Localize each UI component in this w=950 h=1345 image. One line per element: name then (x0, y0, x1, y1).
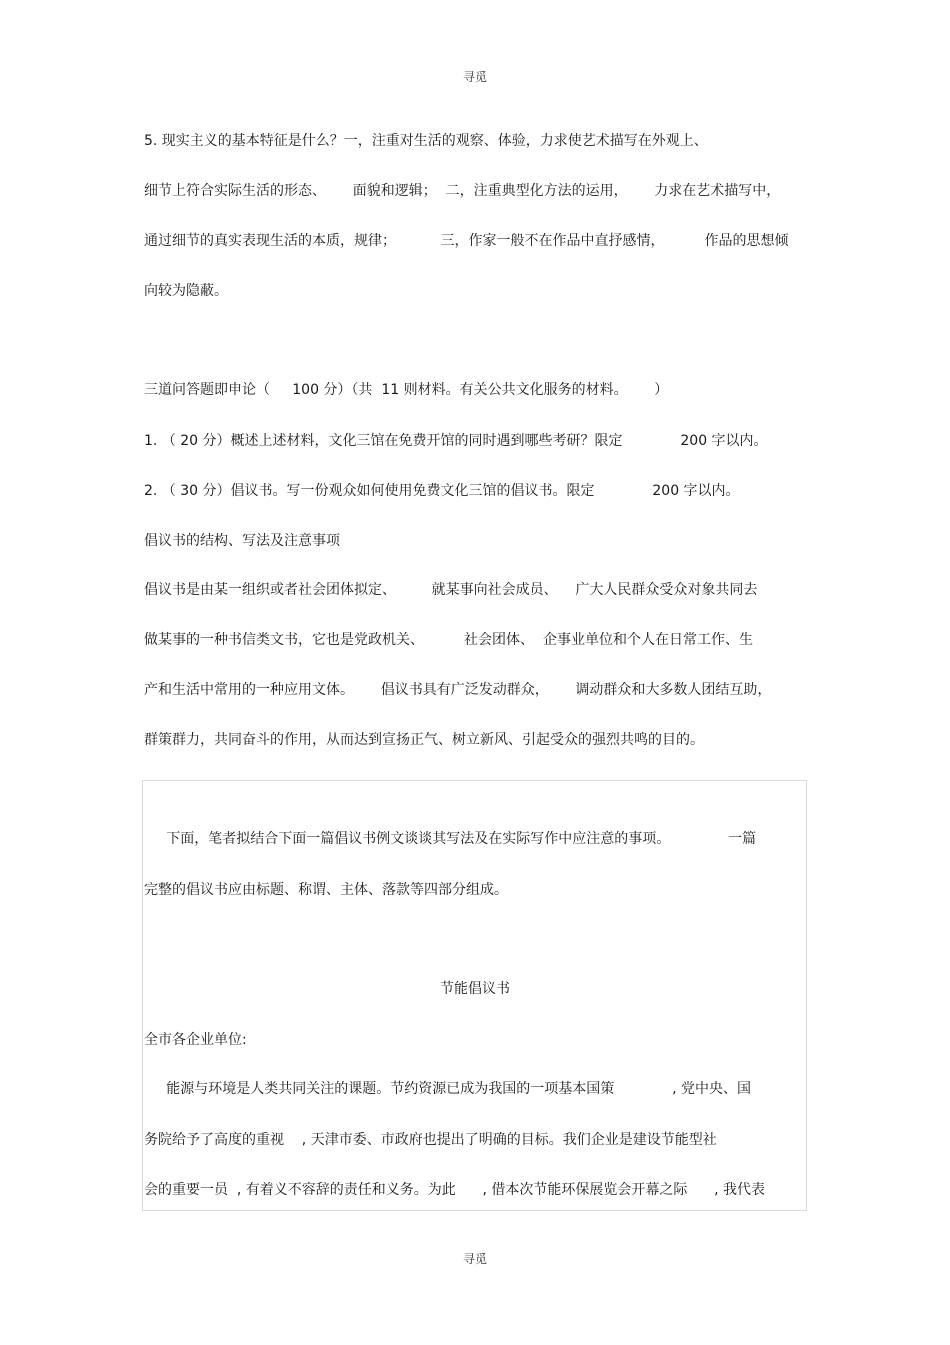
text-line: 完整的倡议书应由标题、称谓、主体、落款等四部分组成。 (144, 882, 508, 898)
question-2: 2. （ 30 分）倡议书。写一份观众如何使用免费文化三馆的倡议书。限定 200 字以内。 (144, 483, 740, 499)
text-line: 下面，笔者拟结合下面一篇倡议书例文谈谈其写法及在实际写作中应注意的事项。 一篇 (144, 831, 757, 847)
essay-intro: 三道问答题即申论（ 100 分）（共 11 则材料。有关公共文化服务的材料。 ） (144, 382, 669, 398)
example-title: 节能倡议书 (440, 981, 510, 997)
section-subtitle: 倡议书的结构、写法及注意事项 (144, 533, 340, 549)
text-line: 会的重要一员 , 有着义不容辞的责任和义务。为此 , 借本次节能环保展览会开幕之际 , 我代表 (144, 1182, 766, 1198)
text-line: 向较为隐蔽。 (144, 283, 228, 299)
text-line: 产和生活中常用的一种应用文体。 倡议书具有广泛发动群众， 调动群众和大多数人团结互助， (144, 682, 772, 698)
text-line: 做某事的一种书信类文书，它也是党政机关、 社会团体、 企事业单位和个人在日常工作、生 (144, 632, 753, 648)
page-header: 寻觅 (462, 70, 487, 84)
text-line: 群策群力，共同奋斗的作用，从而达到宣扬正气、树立新风、引起受众的强烈共鸣的目的。 (144, 732, 704, 748)
text-line: 能源与环境是人类共同关注的课题。节约资源已成为我国的一项基本国策 , 党中央、国 (144, 1081, 752, 1097)
salutation: 全市各企业单位: (144, 1032, 247, 1048)
text-line: 务院给予了高度的重视 , 天津市委、市政府也提出了明确的目标。我们企业是建设节能型社 (144, 1132, 717, 1148)
page-footer: 寻觅 (462, 1252, 487, 1266)
question-1: 1. （ 20 分）概述上述材料，文化三馆在免费开馆的同时遇到哪些考研？限定 200 字以内。 (144, 433, 768, 449)
text-line: 细节上符合实际生活的形态、 面貌和逻辑； 二，注重典型化方法的运用， 力求在艺术描写中， (144, 183, 781, 199)
text-line: 通过细节的真实表现生活的本质，规律； 三，作家一般不在作品中直抒感情， 作品的思想倾 (144, 233, 789, 249)
text-line: 5. 现实主义的基本特征是什么？一，注重对生活的观察、体验，力求使艺术描写在外观上、 (144, 133, 708, 149)
text-line: 倡议书是由某一组织或者社会团体拟定、 就某事向社会成员、 广大人民群众受众对象共同去 (144, 582, 758, 598)
